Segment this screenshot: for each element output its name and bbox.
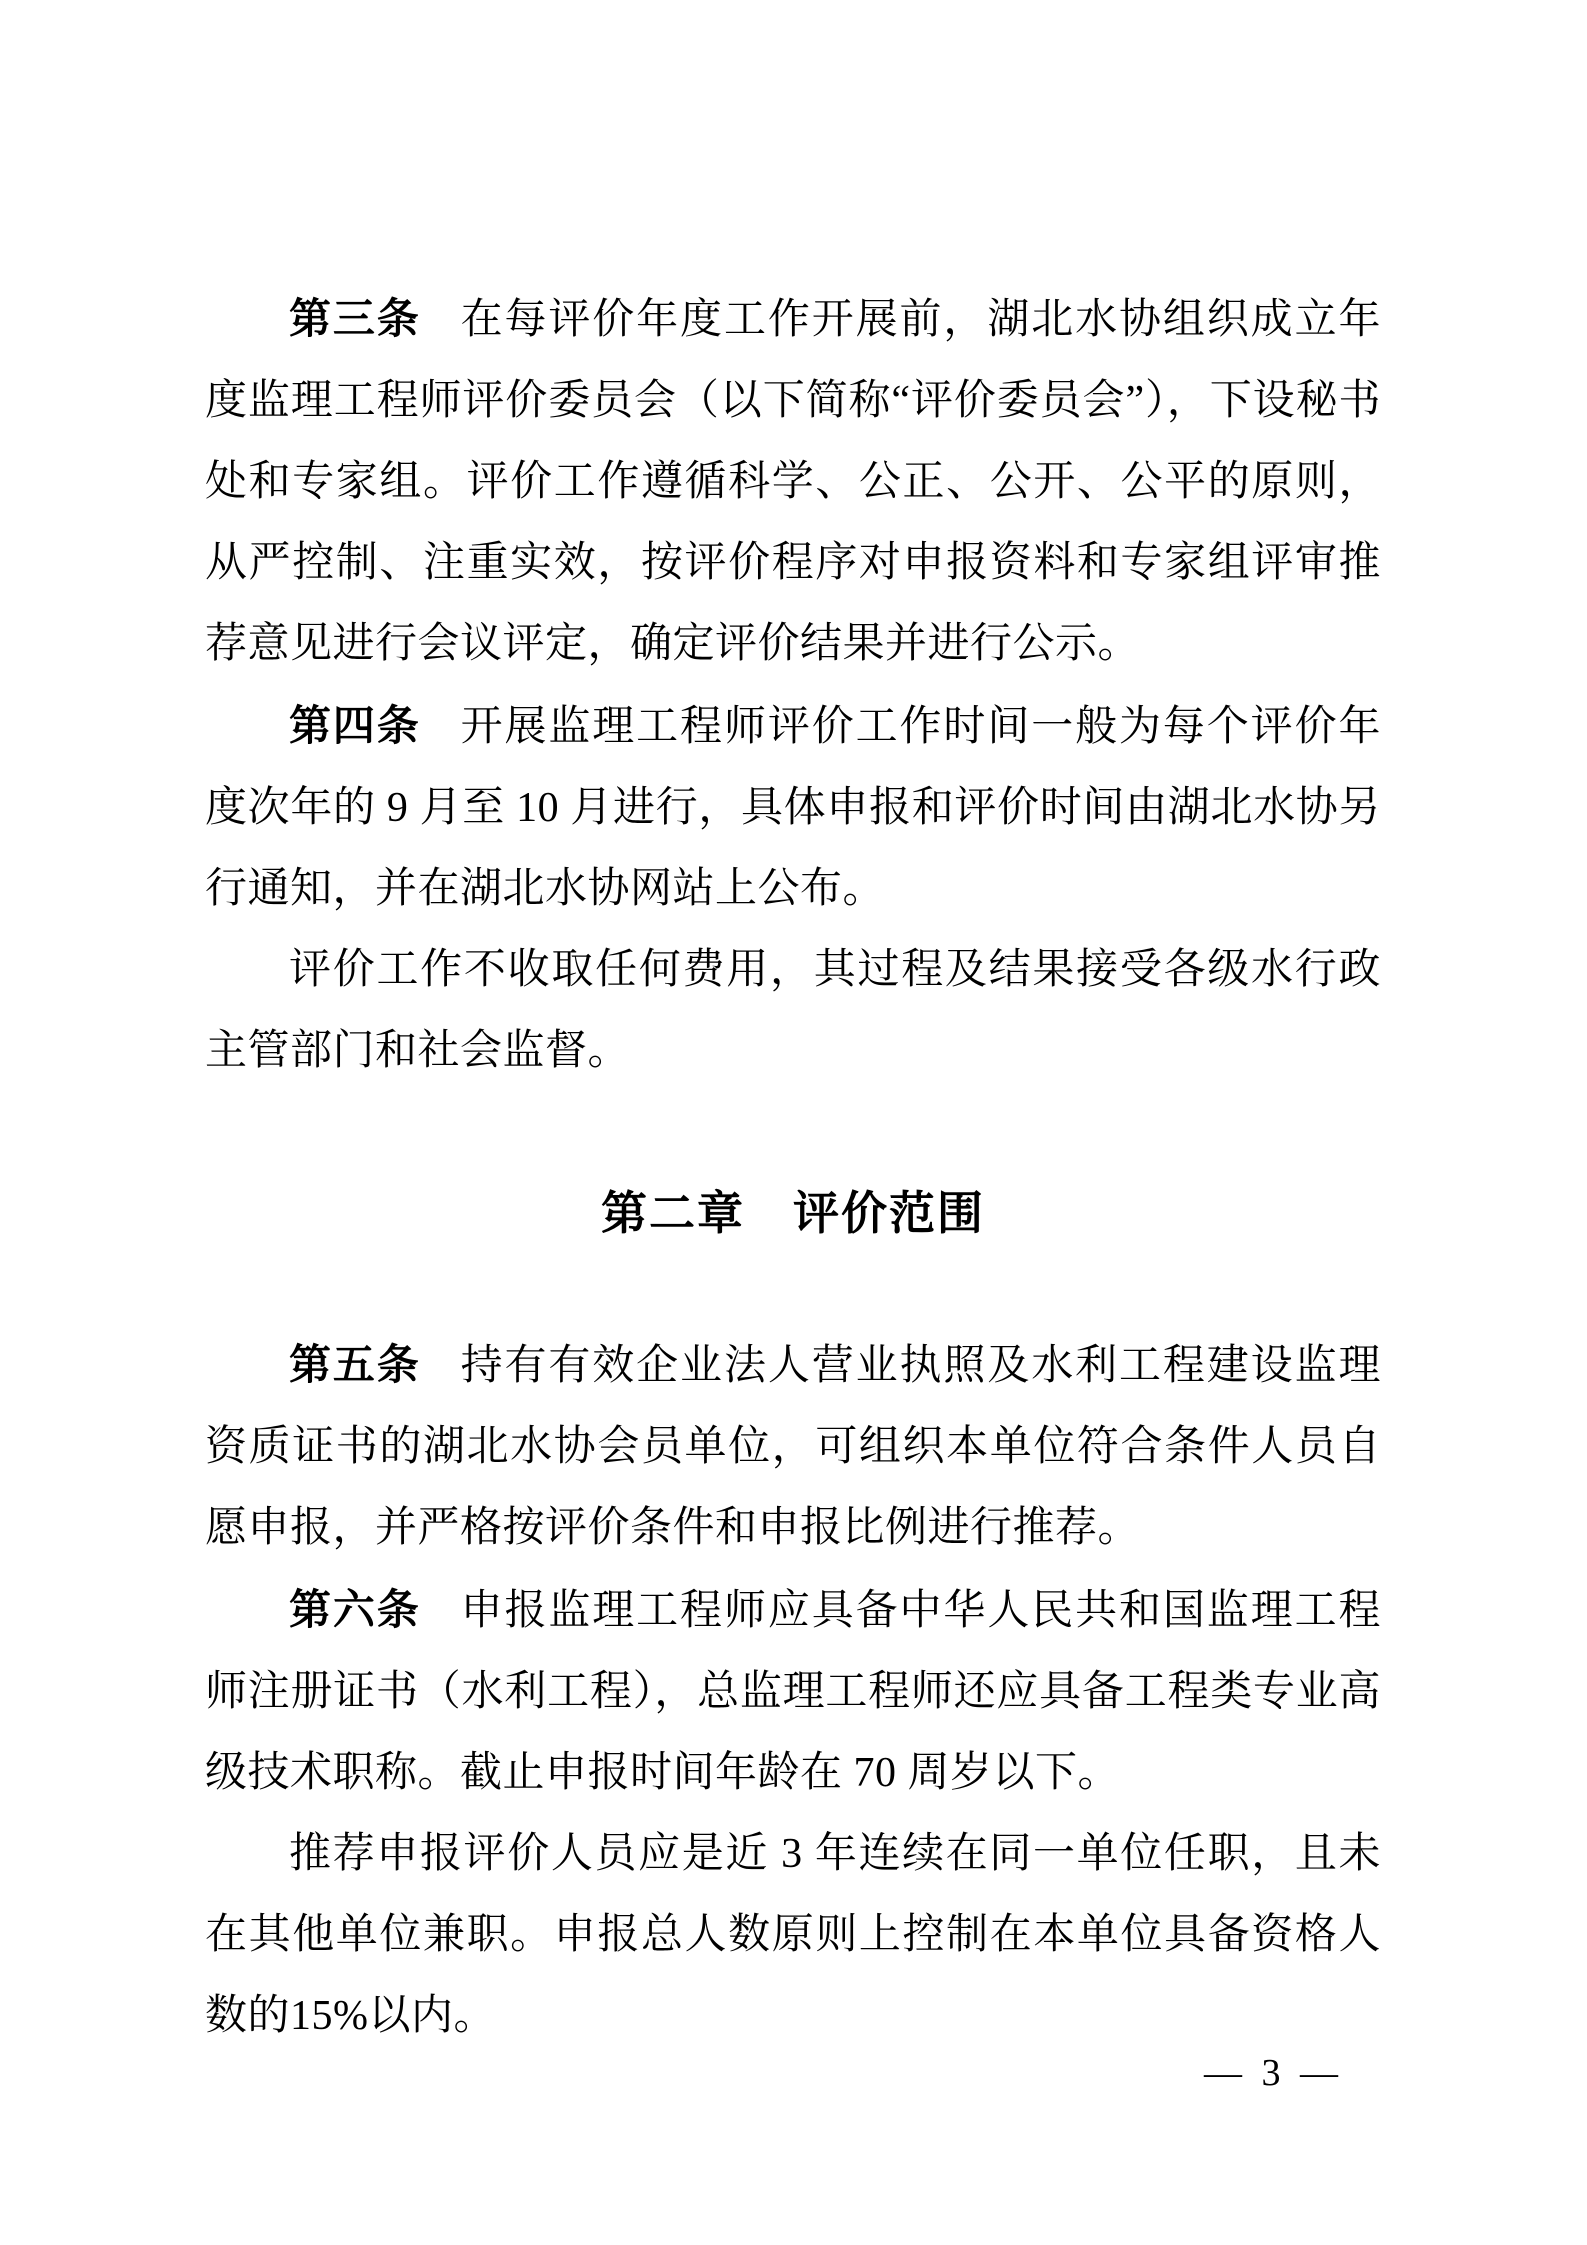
article-6-text: 申报监理工程师应具备中华人民共和国监理工程师注册证书（水利工程），总监理工程师还应具备工程类专业高级技术职称。截止申报时间年龄在 70 周岁以下。 (205, 1588, 1381, 1796)
paragraph-article-6 (205, 1569, 1381, 1814)
fees-note-text: 评价工作不收取任何费用，其过程及结果接受各级水行政主管部门和社会监督。 (205, 947, 1381, 1074)
paragraph-article-5 (205, 1324, 1381, 1569)
chapter-heading: 第二章 评价范围 (601, 1187, 985, 1239)
paragraph-recommendation-note (205, 1814, 1381, 2057)
article-5-text: 持有有效企业法人营业执照及水利工程建设监理资质证书的湖北水协会员单位，可组织本单位符合条件人员自愿申报，并严格按评价条件和申报比例进行推荐。 (205, 1343, 1381, 1551)
article-3-number: 第三条 (289, 295, 421, 342)
paragraph-article-3 (205, 278, 1381, 685)
article-4-text: 开展监理工程师评价工作时间一般为每个评价年度次年的 9 月至 10 月进行，具体申报和评价时间由湖北水协另行通知，并在湖北水协网站上公布。 (205, 704, 1381, 912)
article-6-number: 第六条 (289, 1586, 421, 1633)
article-4-number: 第四条 (289, 702, 421, 749)
page-number: — 3 — (1204, 2052, 1340, 2094)
document-body (205, 278, 1381, 2057)
article-3-text: 在每评价年度工作开展前，湖北水协组织成立年度监理工程师评价委员会（以下简称“评价委员会”），下设秘书处和专家组。评价工作遵循科学、公正、公开、公平的原则，从严控制、注重实效，按评价程序对申报资料和专家组评审推荐意见进行会议评定，确定评价结果并进行公示。 (205, 297, 1381, 667)
recommendation-note-text: 推荐申报评价人员应是近 3 年连续在同一单位任职，且未在其他单位兼职。申报总人数原则上控制在本单位具备资格人数的15%以内。 (205, 1831, 1381, 2039)
article-5-number: 第五条 (289, 1341, 421, 1388)
paragraph-article-4 (205, 685, 1381, 930)
paragraph-fees-note (205, 930, 1381, 1092)
